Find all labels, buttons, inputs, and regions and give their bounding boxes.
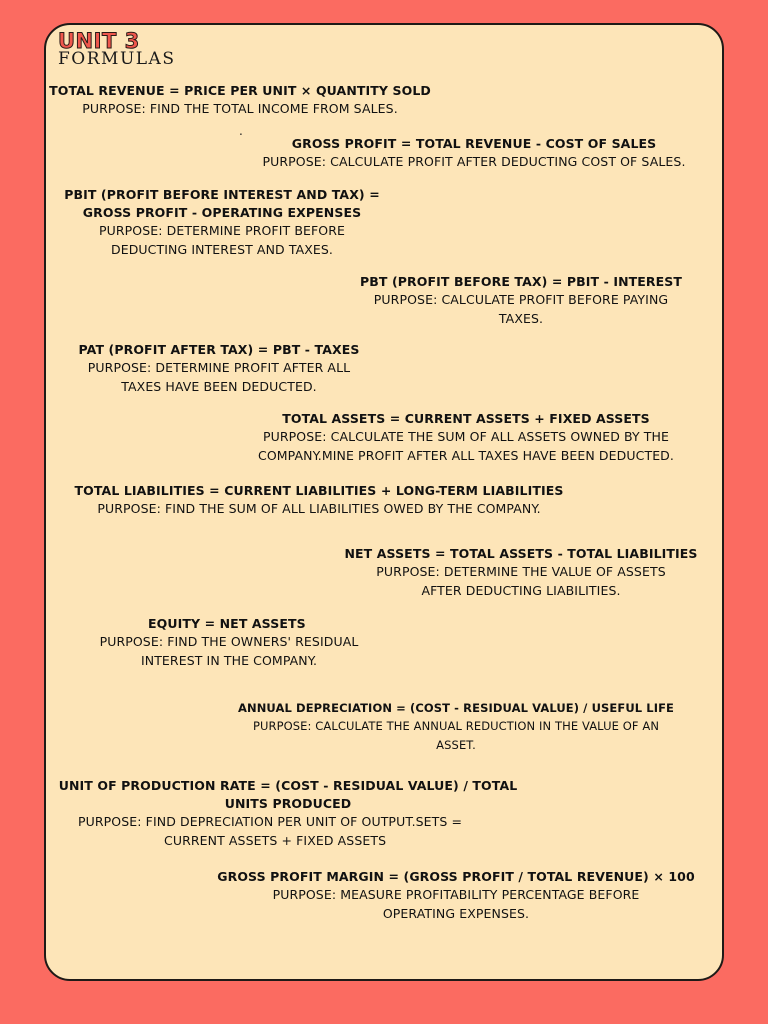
purpose-line: AFTER DEDUCTING LIABILITIES. bbox=[421, 582, 621, 598]
purpose-line: PURPOSE: FIND THE TOTAL INCOME FROM SALES. bbox=[82, 101, 398, 116]
purpose-line: PURPOSE: FIND THE OWNERS' RESIDUAL bbox=[99, 634, 359, 649]
formula-line: GROSS PROFIT MARGIN = (GROSS PROFIT / TOTAL REVENUE) × 100 bbox=[217, 869, 695, 884]
purpose-line: TAXES. bbox=[498, 310, 544, 326]
stray-mark: . bbox=[239, 124, 243, 138]
formula-block-total-revenue bbox=[47, 82, 433, 119]
formula-line: NET ASSETS = TOTAL ASSETS - TOTAL LIABILITIES bbox=[344, 546, 698, 561]
formula-block-pbit bbox=[58, 186, 386, 259]
formula-line: PBT (PROFIT BEFORE TAX) = PBIT - INTEREST bbox=[360, 274, 682, 289]
formula-line: PBIT (PROFIT BEFORE INTEREST AND TAX) = bbox=[64, 187, 380, 202]
formula-line: TOTAL REVENUE = PRICE PER UNIT × QUANTITY SOLD bbox=[49, 83, 431, 98]
formulas-subtitle: FORMULAS bbox=[58, 49, 176, 69]
formula-line: TOTAL LIABILITIES = CURRENT LIABILITIES + LONG-TERM LIABILITIES bbox=[74, 483, 564, 498]
purpose-line: PURPOSE: MEASURE PROFITABILITY PERCENTAGE BEFORE bbox=[272, 887, 640, 902]
formula-block-annual-depreciation bbox=[222, 699, 690, 754]
formula-block-equity bbox=[84, 615, 374, 670]
purpose-line: PURPOSE: FIND DEPRECIATION PER UNIT OF OUTPUT.SETS = bbox=[78, 814, 463, 829]
formula-block-gross-profit bbox=[236, 135, 712, 172]
formula-block-total-assets bbox=[226, 410, 706, 465]
purpose-line: PURPOSE: CALCULATE THE SUM OF ALL ASSETS OWNED BY THE bbox=[262, 429, 670, 444]
formula-block-total-liabilities bbox=[64, 482, 574, 519]
purpose-line: TAXES HAVE BEEN DEDUCTED. bbox=[121, 378, 317, 394]
purpose-line: CURRENT ASSETS + FIXED ASSETS bbox=[164, 832, 387, 848]
formula-block-pat bbox=[70, 341, 368, 396]
formula-block-pbt bbox=[350, 273, 692, 328]
formula-block-net-assets bbox=[336, 545, 706, 600]
formula-line: TOTAL ASSETS = CURRENT ASSETS + FIXED ASSETS bbox=[282, 411, 650, 426]
formula-block-gross-profit-margin bbox=[208, 868, 704, 923]
purpose-line: DEDUCTING INTEREST AND TAXES. bbox=[110, 241, 334, 257]
formula-line: PAT (PROFIT AFTER TAX) = PBT - TAXES bbox=[78, 342, 360, 357]
purpose-line: OPERATING EXPENSES. bbox=[382, 905, 530, 921]
formula-block-unit-of-production-rate bbox=[50, 777, 526, 850]
purpose-line: PURPOSE: DETERMINE PROFIT BEFORE bbox=[98, 223, 346, 238]
purpose-line: COMPANY.MINE PROFIT AFTER ALL TAXES HAVE BEEN DEDUCTED. bbox=[258, 447, 674, 463]
formula-line: ANNUAL DEPRECIATION = (COST - RESIDUAL VALUE) / USEFUL LIFE bbox=[237, 701, 675, 715]
formula-line: GROSS PROFIT - OPERATING EXPENSES bbox=[82, 205, 362, 220]
purpose-line: PURPOSE: CALCULATE THE ANNUAL REDUCTION IN THE VALUE OF AN bbox=[252, 719, 660, 733]
purpose-line: INTEREST IN THE COMPANY. bbox=[140, 652, 318, 668]
formula-line: EQUITY = NET ASSETS bbox=[148, 616, 306, 631]
purpose-line: PURPOSE: CALCULATE PROFIT AFTER DEDUCTING COST OF SALES. bbox=[262, 154, 686, 169]
purpose-line: PURPOSE: FIND THE SUM OF ALL LIABILITIES OWED BY THE COMPANY. bbox=[97, 501, 541, 516]
formula-line: UNITS PRODUCED bbox=[224, 796, 352, 811]
purpose-line: ASSET. bbox=[436, 737, 476, 752]
purpose-line: PURPOSE: DETERMINE THE VALUE OF ASSETS bbox=[376, 564, 666, 579]
formula-line: UNIT OF PRODUCTION RATE = (COST - RESIDUAL VALUE) / TOTAL bbox=[58, 778, 518, 793]
unit-title: UNIT 3 bbox=[58, 29, 140, 53]
formula-line: GROSS PROFIT = TOTAL REVENUE - COST OF SALES bbox=[291, 136, 657, 151]
purpose-line: PURPOSE: CALCULATE PROFIT BEFORE PAYING bbox=[373, 292, 669, 307]
purpose-line: PURPOSE: DETERMINE PROFIT AFTER ALL bbox=[87, 360, 351, 375]
